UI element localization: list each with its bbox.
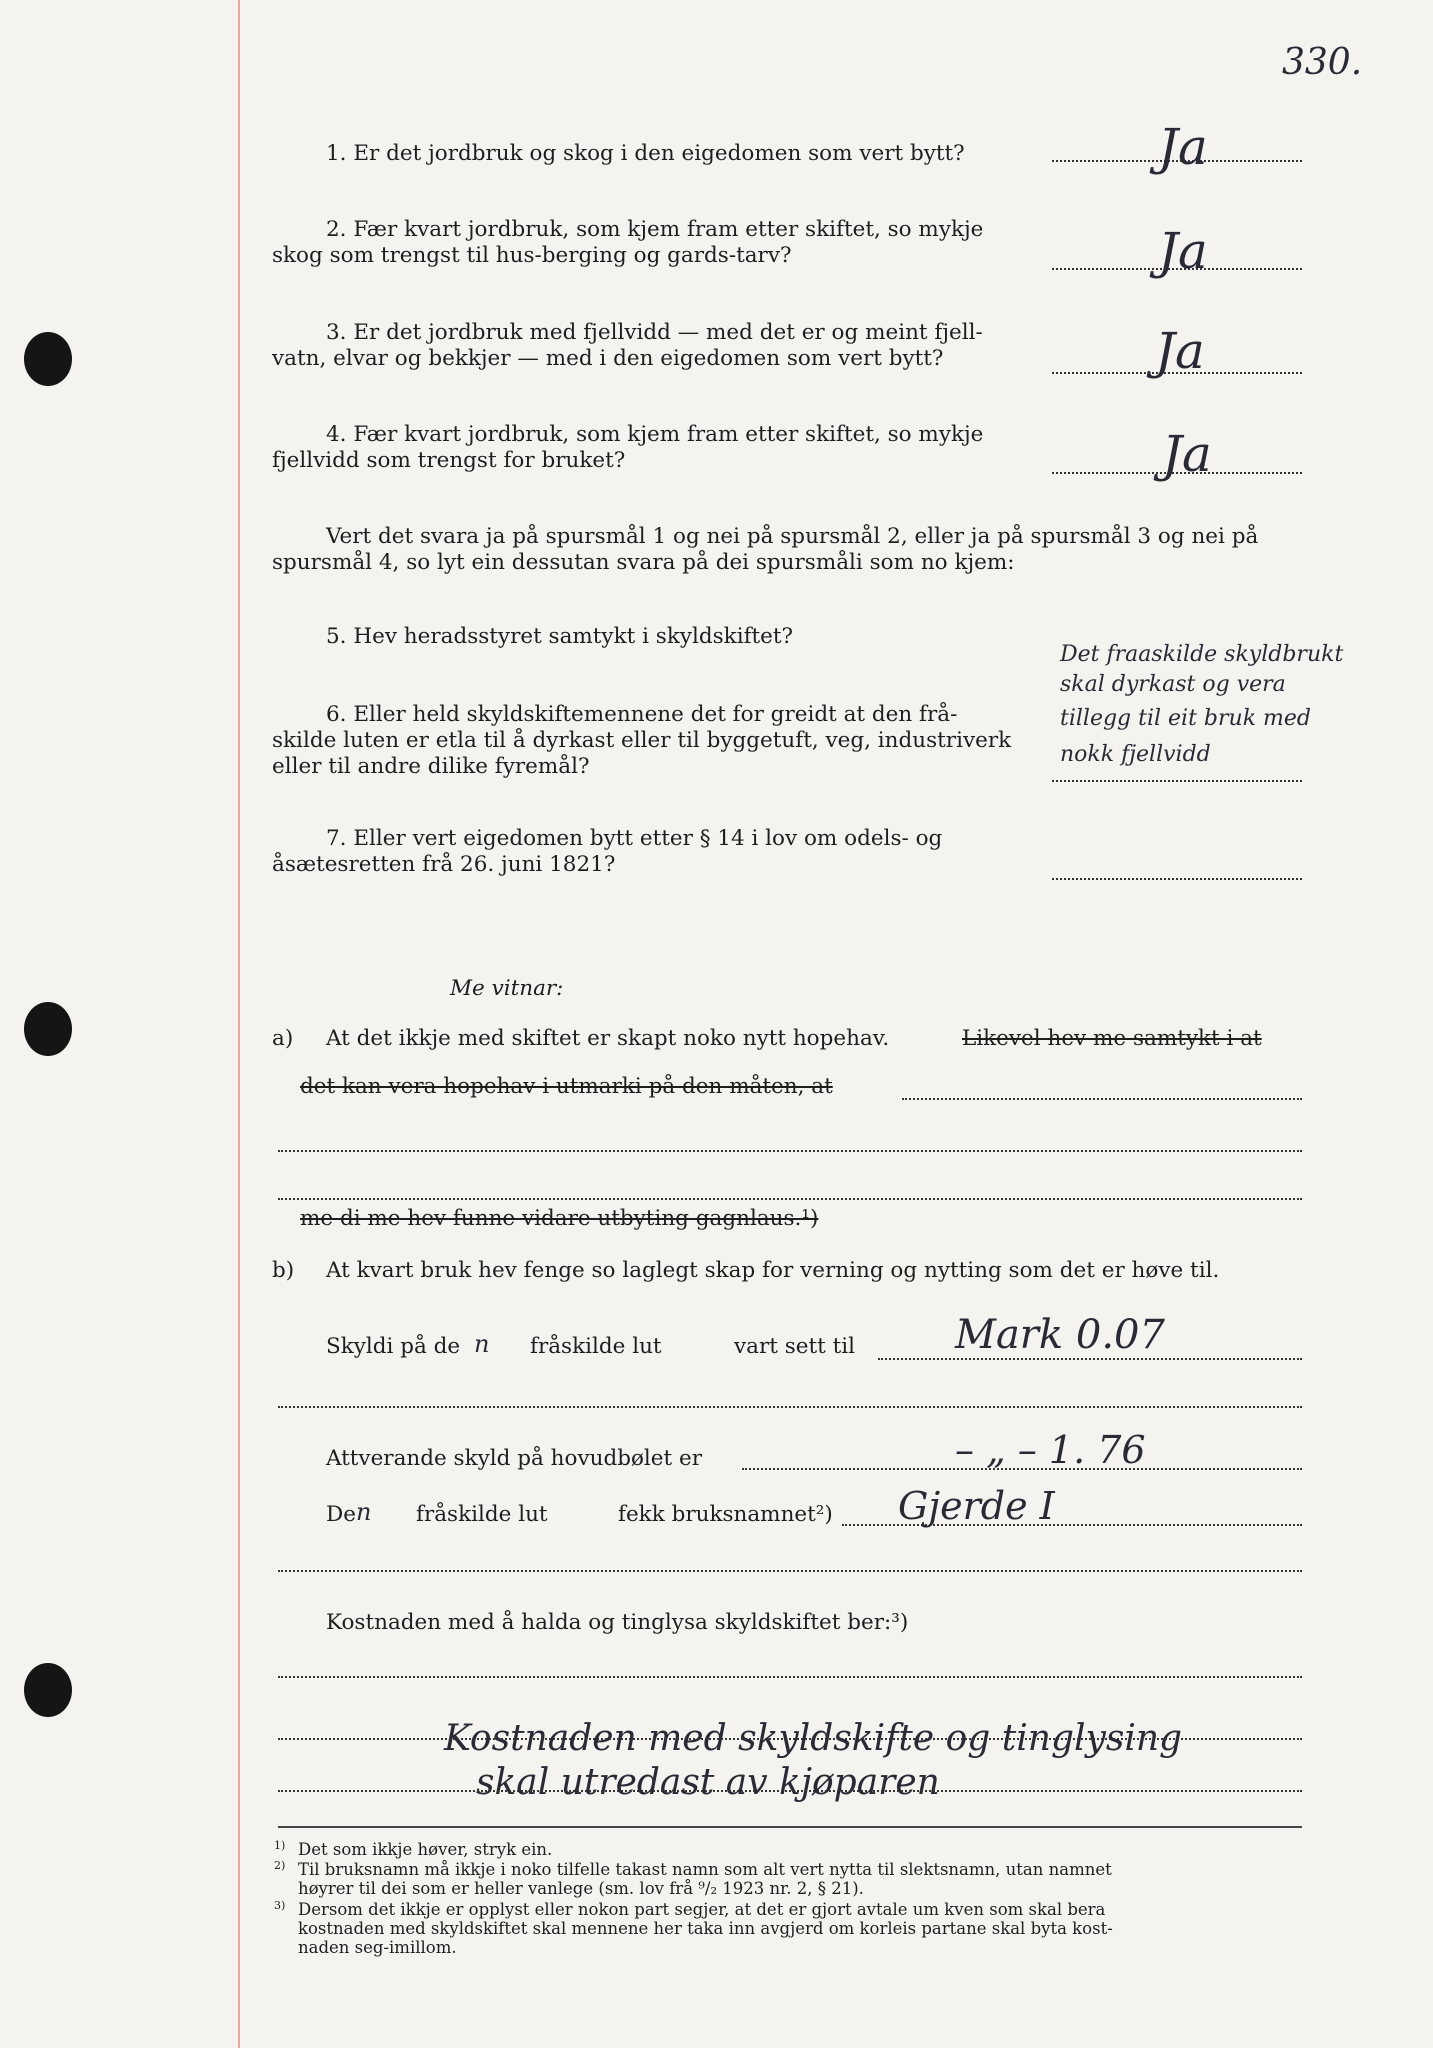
question-2-line-2: skog som trengst til hus-berging og gards-tarv? — [272, 243, 792, 268]
question-5-text: 5. Hev heradsstyret samtykt i skyldskiftet? — [326, 624, 794, 649]
footnote-separator — [278, 1826, 1302, 1828]
item-b-text: At kvart bruk hev fenge so laglegt skap for verning og nytting som det er høve til. — [326, 1258, 1220, 1283]
kostnad-answer-line-2: skal utredast av kjøparen — [476, 1762, 940, 1803]
question-3-line-2: vatn, elvar og bekkjer — med i den eigedomen som vert bytt? — [272, 346, 944, 371]
kostnad-label: Kostnaden med å halda og tinglysa skyldskiftet ber:³) — [326, 1610, 909, 1635]
bruksnamn-label-2: fråskilde lut — [416, 1502, 548, 1527]
bruksnamn-value: Gjerde I — [898, 1484, 1055, 1528]
skyld-label-3: vart sett til — [734, 1334, 855, 1359]
answer-4: Ja — [1162, 425, 1212, 483]
skyld-label-2: fråskilde lut — [530, 1334, 662, 1359]
fill-line-skyld-2 — [278, 1406, 1302, 1408]
answer-6-line-1: Det fraaskilde skyldbrukt — [1060, 642, 1344, 667]
skyld-label-1: Skyldi på de — [326, 1334, 461, 1359]
item-b-label: b) — [272, 1258, 295, 1283]
item-a-struck-2: det kan vera hopehav i utmarki på den måten, at — [300, 1074, 833, 1099]
skyld-handwritten-n: n — [474, 1330, 490, 1358]
footnote-3-line-1: Dersom det ikkje er opplyst eller nokon part segjer, at det er gjort avtale um kven som skal bera — [298, 1900, 1106, 1919]
page-margin-line — [238, 0, 240, 2048]
bruksnamn-handwritten-n: n — [356, 1498, 372, 1526]
kostnad-answer-line-1: Kostnaden med skyldskifte og tinglysing — [444, 1718, 1183, 1759]
footnote-2-line-1: Til bruksnamn må ikkje i noko tilfelle takast namn som alt vert nytta til slektsnamn, utan namnet — [298, 1860, 1112, 1879]
answer-6-line-2: skal dyrkast og vera — [1060, 672, 1286, 697]
skyld-fill-line — [878, 1358, 1302, 1360]
answer-6-line-3: tillegg til eit bruk med — [1060, 706, 1311, 731]
footnote-3-line-2: kostnaden med skyldskiftet skal mennene her taka inn avgjerd om korleis partane skal byta kost- — [298, 1919, 1113, 1938]
fill-line-bruksnamn-2 — [278, 1570, 1302, 1572]
footnote-1-num: 1) — [274, 1839, 286, 1852]
footnote-3-line-3: naden seg-imillom. — [298, 1938, 457, 1957]
fill-line-a1 — [902, 1098, 1302, 1100]
punch-hole-middle — [24, 1002, 72, 1056]
page-number: 330. — [1282, 42, 1363, 83]
item-a-struck-3: me di me hev funne vidare utbyting gagnlaus.¹) — [300, 1206, 819, 1231]
bruksnamn-label-1: De — [326, 1502, 356, 1527]
fill-line-a2 — [278, 1150, 1302, 1152]
fill-line-kostnad-2 — [278, 1738, 1302, 1740]
answer-2: Ja — [1158, 222, 1208, 280]
attverande-value: – „ – 1. 76 — [955, 1428, 1146, 1472]
footnote-1-line-1: Det som ikkje høver, stryk ein. — [298, 1840, 553, 1859]
answer-line-6 — [1052, 780, 1302, 782]
question-4-line-1: 4. Fær kvart jordbruk, som kjem fram etter skiftet, so mykje — [326, 422, 984, 447]
item-a-label: a) — [272, 1026, 294, 1051]
punch-hole-bottom — [24, 1663, 72, 1717]
bruksnamn-label-3: fekk bruksnamnet²) — [618, 1502, 833, 1527]
question-3-line-1: 3. Er det jordbruk med fjellvidd — med det er og meint fjell- — [326, 320, 983, 345]
footnote-2-line-2: høyrer til dei som er heller vanlege (sm. lov frå ⁹/₂ 1923 nr. 2, § 21). — [298, 1879, 864, 1898]
skyld-value: Mark 0.07 — [955, 1312, 1165, 1358]
question-6-line-3: eller til andre dilike fyremål? — [272, 754, 590, 779]
item-a-text: At det ikkje med skiftet er skapt noko nytt hopehav. — [326, 1026, 890, 1051]
witness-heading: Me vitnar: — [450, 976, 564, 1001]
attverande-label: Attverande skyld på hovudbølet er — [326, 1446, 702, 1471]
fill-line-kostnad-1 — [278, 1676, 1302, 1678]
footnote-2-num: 2) — [274, 1859, 286, 1872]
question-6-line-1: 6. Eller held skyldskiftemennene det for greidt at den frå- — [326, 702, 958, 727]
footnote-1 — [274, 1839, 1308, 1859]
footnote-2 — [274, 1859, 1308, 1898]
fill-line-a3 — [278, 1198, 1302, 1200]
question-6-line-2: skilde luten er etla til å dyrkast eller til byggetuft, veg, industriverk — [272, 728, 1012, 753]
question-4-line-2: fjellvidd som trengst for bruket? — [272, 448, 626, 473]
answer-line-7 — [1052, 878, 1302, 880]
punch-hole-top — [24, 332, 72, 386]
answer-1: Ja — [1158, 118, 1208, 176]
question-7-line-1: 7. Eller vert eigedomen bytt etter § 14 i lov om odels- og — [326, 826, 943, 851]
conditional-line-1: Vert det svara ja på spursmål 1 og nei på spursmål 2, eller ja på spursmål 3 og nei på — [326, 524, 1259, 549]
footnote-3 — [274, 1899, 1308, 1957]
question-2-line-1: 2. Fær kvart jordbruk, som kjem fram etter skiftet, so mykje — [326, 217, 984, 242]
answer-3: Ja — [1155, 322, 1205, 380]
item-a-struck-1: Likevel hev me samtykt i at — [962, 1026, 1262, 1051]
fill-line-kostnad-3 — [278, 1790, 1302, 1792]
footnote-3-num: 3) — [274, 1899, 286, 1912]
conditional-line-2: spursmål 4, so lyt ein dessutan svara på dei spursmåli som no kjem: — [272, 550, 1015, 575]
question-1-text: 1. Er det jordbruk og skog i den eigedomen som vert bytt? — [326, 141, 965, 166]
answer-6-line-4: nokk fjellvidd — [1060, 742, 1211, 767]
question-7-line-2: åsætesretten frå 26. juni 1821? — [272, 852, 616, 877]
